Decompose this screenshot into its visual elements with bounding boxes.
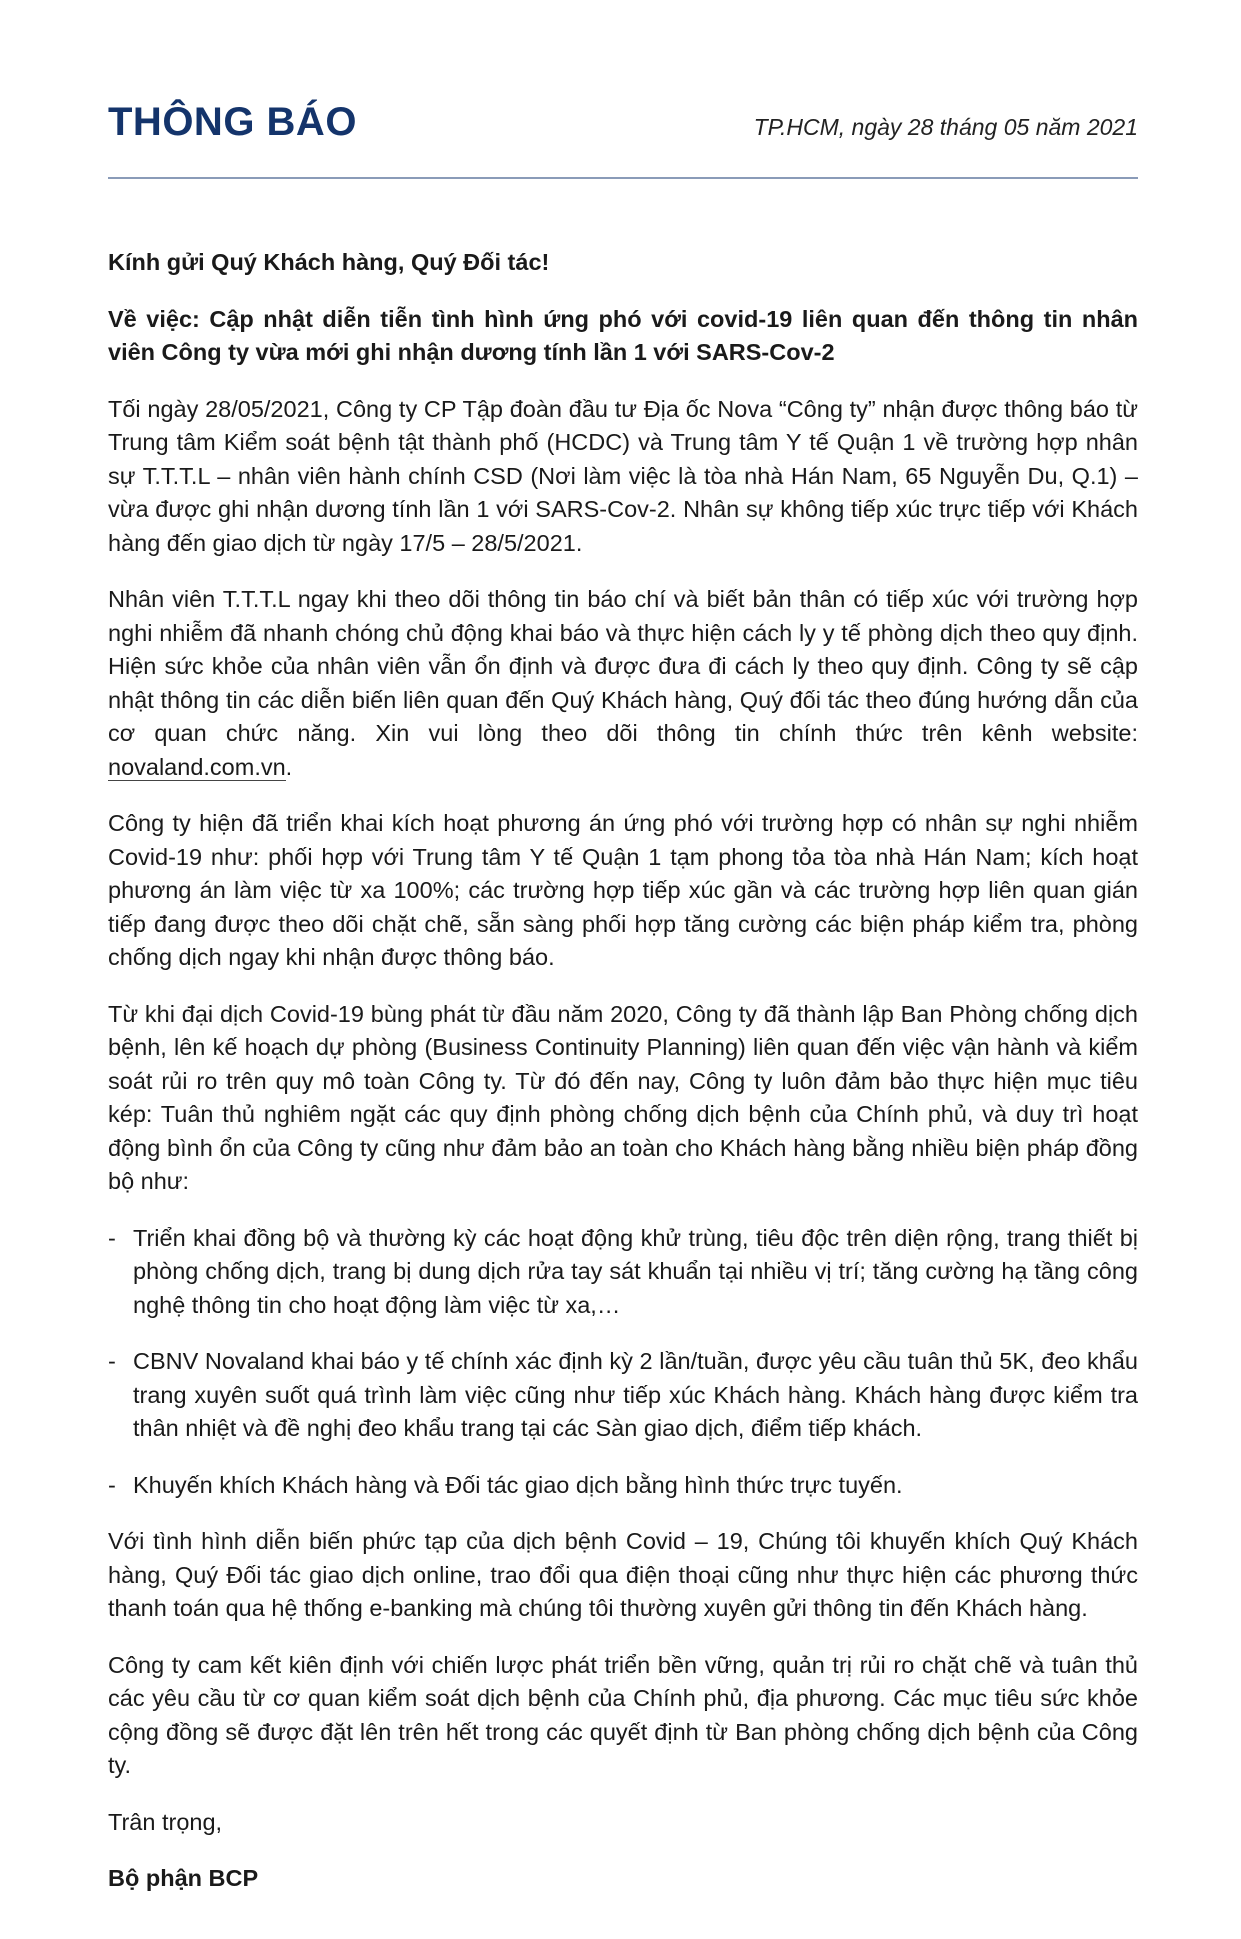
document-body [108,246,1138,1919]
document-date: TP.HCM, ngày 28 tháng 05 năm 2021 [753,114,1138,140]
paragraph-3: Công ty hiện đã triển khai kích hoạt phương án ứng phó với trường hợp có nhân sự nghi nhiễm Covid-19 như: phối hợp với Trung tâm Y tế Quận 1 tạm phong tỏa tòa nhà Hán Nam; kích hoạt phương án làm việc từ xa 100%; các trường hợp tiếp xúc gần và các trường hợp liên quan gián tiếp đang được theo dõi chặt chẽ, sẵn sàng phối hợp tăng cường các biện pháp kiểm tra, phòng chống dịch ngay khi nhận được thông báo. [108,810,1138,970]
bullet-dash: - [108,1224,116,1251]
list-item-text: Triển khai đồng bộ và thường kỳ các hoạt động khử trùng, tiêu độc trên diện rộng, trang thiết bị phòng chống dịch, trang bị dung dịch rửa tay sát khuẩn tại nhiều vị trí; tăng cường hạ tầng công nghệ thông tin cho hoạt động làm việc từ xa,… [133,1224,1138,1318]
header-divider [108,177,1138,179]
list-item [108,1345,1138,1446]
bullet-dash: - [108,1471,116,1498]
list-item-text: CBNV Novaland khai báo y tế chính xác định kỳ 2 lần/tuần, được yêu cầu tuân thủ 5K, đeo khẩu trang xuyên suốt quá trình làm việc cũng như tiếp xúc Khách hàng. Khách hàng được kiểm tra thân nhiệt và đề nghị đeo khẩu trang tại các Sàn giao dịch, điểm tiếp khách. [133,1348,1138,1441]
paragraph-1: Tối ngày 28/05/2021, Công ty CP Tập đoàn đầu tư Địa ốc Nova “Công ty” nhận được thông báo từ Trung tâm Kiểm soát bệnh tật thành phố (HCDC) và Trung tâm Y tế Quận 1 về trường hợp nhân sự T.T.T.L – nhân viên hành chính CSD (Nơi làm việc là tòa nhà Hán Nam, 65 Nguyễn Du, Q.1) – vừa được ghi nhận dương tính lần 1 với SARS-Cov-2. Nhân sự không tiếp xúc trực tiếp với Khách hàng đến giao dịch từ ngày 17/5 – 28/5/2021. [108,395,1138,556]
list-item [108,1222,1138,1323]
website-link[interactable]: novaland.com.vn [108,753,286,780]
paragraph-5: Với tình hình diễn biến phức tạp của dịch bệnh Covid – 19, Chúng tôi khuyến khích Quý Khách hàng, Quý Đối tác giao dịch online, trao đổi qua điện thoại cũng như thực hiện các phương thức thanh toán qua hệ thống e-banking mà chúng tôi thường xuyên gửi thông tin đến Khách hàng. [108,1528,1138,1621]
greeting: Kính gửi Quý Khách hàng, Quý Đối tác! [108,249,550,275]
paragraph-2-text: Nhân viên T.T.T.L ngay khi theo dõi thông tin báo chí và biết bản thân có tiếp xúc với trường hợp nghi nhiễm đã nhanh chóng chủ động khai báo và thực hiện cách ly y tế phòng dịch theo quy định. Hiện sức khỏe của nhân viên vẫn ổn định và được đưa đi cách ly theo quy định. Công ty sẽ cập nhật thông tin các diễn biến liên quan đến Quý Khách hàng, Quý đối tác theo đúng hướng dẫn của cơ quan chức năng. Xin vui lòng theo dõi thông tin chính thức trên kênh website: [108,586,1138,746]
signoff: Trân trọng, [108,1808,223,1835]
subject-line: Về việc: Cập nhật diễn tiễn tình hình ứng phó với covid-19 liên quan đến thông tin nhân viên Công ty vừa mới ghi nhận dương tính lần 1 với SARS-Cov-2 [108,305,1138,365]
document-header [108,100,1138,160]
list-item [108,1469,1138,1503]
list-item-text: Khuyến khích Khách hàng và Đối tác giao dịch bằng hình thức trực tuyến. [133,1471,903,1498]
paragraph-6: Công ty cam kết kiên định với chiến lược phát triển bền vững, quản trị rủi ro chặt chẽ và tuân thủ các yêu cầu từ cơ quan kiểm soát dịch bệnh của Chính phủ, địa phương. Các mục tiêu sức khỏe cộng đồng sẽ được đặt lên trên hết trong các quyết định từ Ban phòng chống dịch bệnh của Công ty. [108,1651,1138,1778]
bullet-dash: - [108,1348,116,1374]
measures-list [108,1222,1138,1503]
document-page [108,100,1138,1891]
document-title: THÔNG BÁO [108,100,357,144]
signer: Bộ phận BCP [108,1865,259,1891]
paragraph-2-end: . [285,753,293,780]
paragraph-4: Từ khi đại dịch Covid-19 bùng phát từ đầu năm 2020, Công ty đã thành lập Ban Phòng chống dịch bệnh, lên kế hoạch dự phòng (Business Continuity Planning) liên quan đến việc vận hành và kiểm soát rủi ro trên quy mô toàn Công ty. Từ đó đến nay, Công ty luôn đảm bảo thực hiện mục tiêu kép: Tuân thủ nghiêm ngặt các quy định phòng chống dịch bệnh của Chính phủ, và duy trì hoạt động bình ổn của Công ty cũng như đảm bảo an toàn cho Khách hàng bằng nhiều biện pháp đồng bộ như: [108,1000,1138,1194]
paragraph-2 [108,583,1138,784]
